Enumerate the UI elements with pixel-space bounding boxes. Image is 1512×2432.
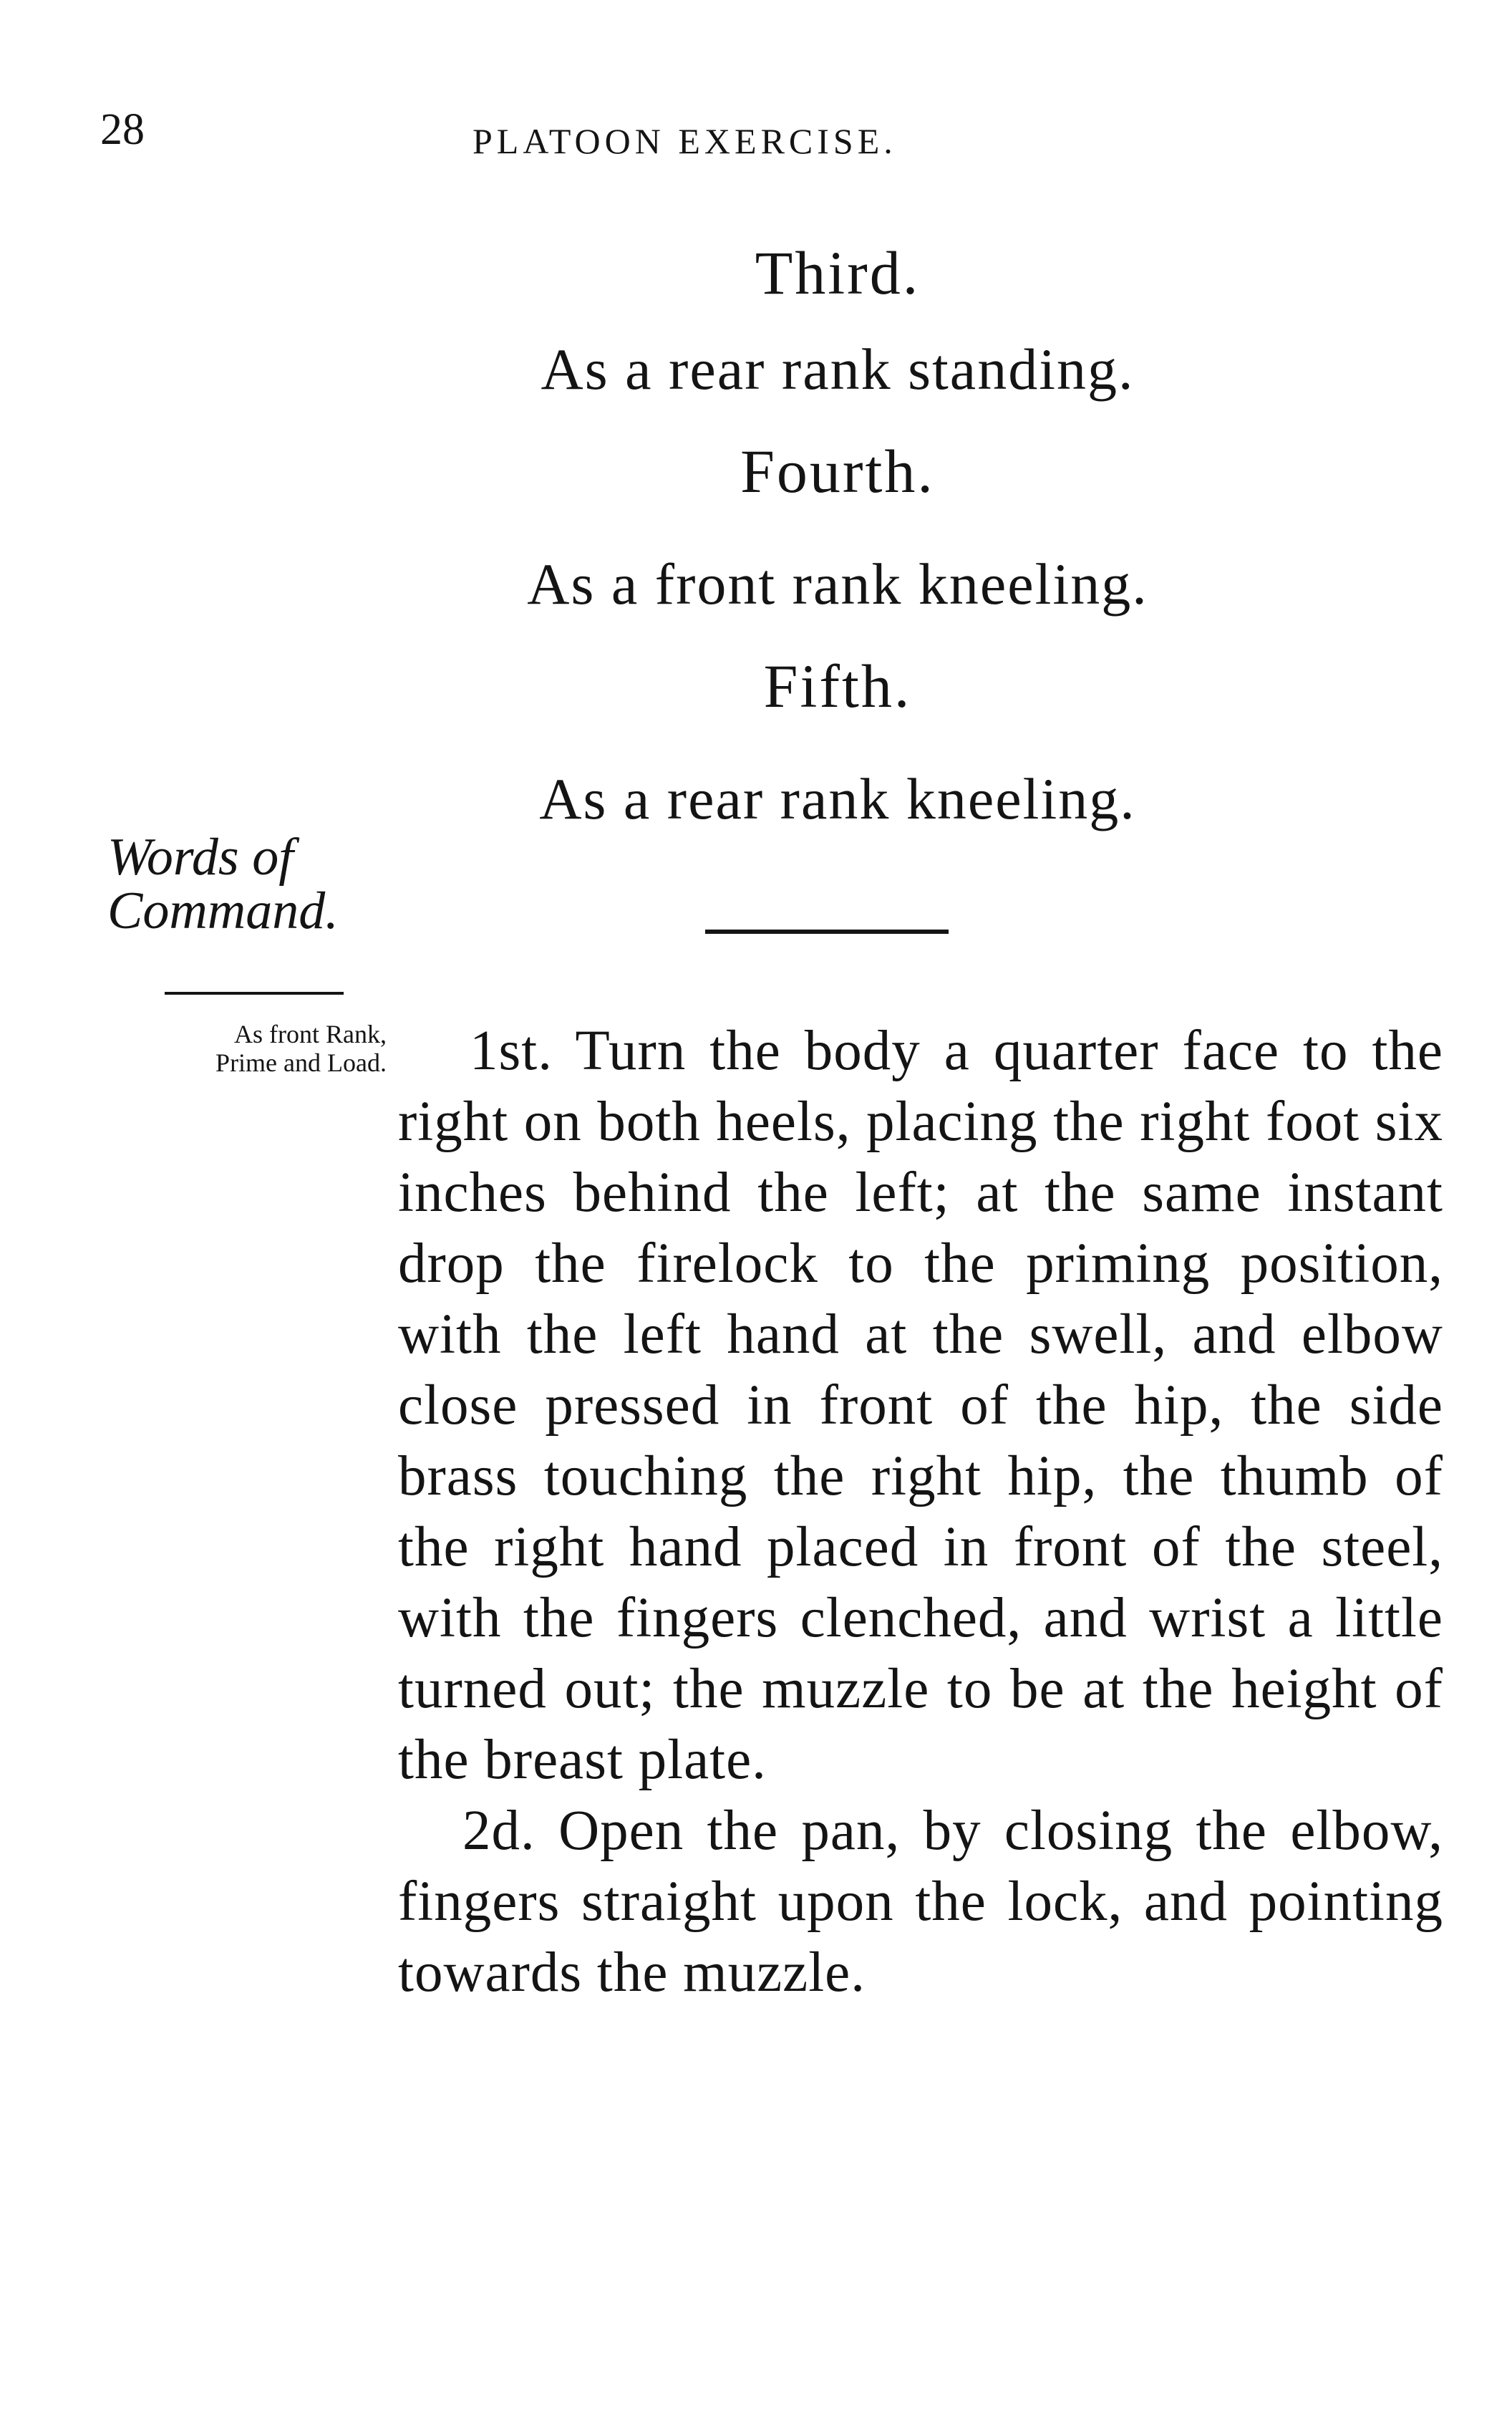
words-of-command-line-1: Words of bbox=[107, 828, 294, 887]
paragraph-second: 2d. Open the pan, by closing the elbow, fingers straight upon the lock, and pointing towards the muzzle. bbox=[398, 1800, 1443, 2004]
section-heading-fourth: Fourth. bbox=[740, 437, 935, 506]
section-line-fourth: As a front rank kneeling. bbox=[527, 551, 1148, 617]
paragraph-first: 1st. Turn the body a quarter face to the right on both heels, placing the right foot six inches behind the left; at the same instant drop the firelock to the priming position, with the left hand at the swell, and elbow close pressed in front of the hip, the side brass touching the right hip, the thumb of the right hand placed in front of the steel, with the fingers clenched, and wrist a little turned out; the muzzle to be at the height of the breast plate. bbox=[398, 1020, 1443, 1791]
running-title: PLATOON EXERCISE. bbox=[472, 121, 897, 161]
page-number: 28 bbox=[100, 105, 145, 154]
section-line-fifth: As a rear rank kneeling. bbox=[539, 766, 1136, 831]
margin-note-line-2: Prime and Load. bbox=[215, 1048, 387, 1077]
section-heading-fifth: Fifth. bbox=[763, 652, 912, 720]
margin-note bbox=[100, 1020, 387, 1077]
margin-note-line-1: As front Rank, bbox=[234, 1020, 387, 1048]
section-divider bbox=[705, 930, 949, 934]
body-text bbox=[398, 1015, 1443, 2008]
section-line-third: As a rear rank standing. bbox=[541, 337, 1135, 402]
words-of-command-heading bbox=[107, 828, 339, 941]
sidebar-divider bbox=[165, 992, 344, 995]
section-heading-third: Third. bbox=[755, 238, 921, 307]
words-of-command-line-2: Command. bbox=[107, 882, 339, 941]
